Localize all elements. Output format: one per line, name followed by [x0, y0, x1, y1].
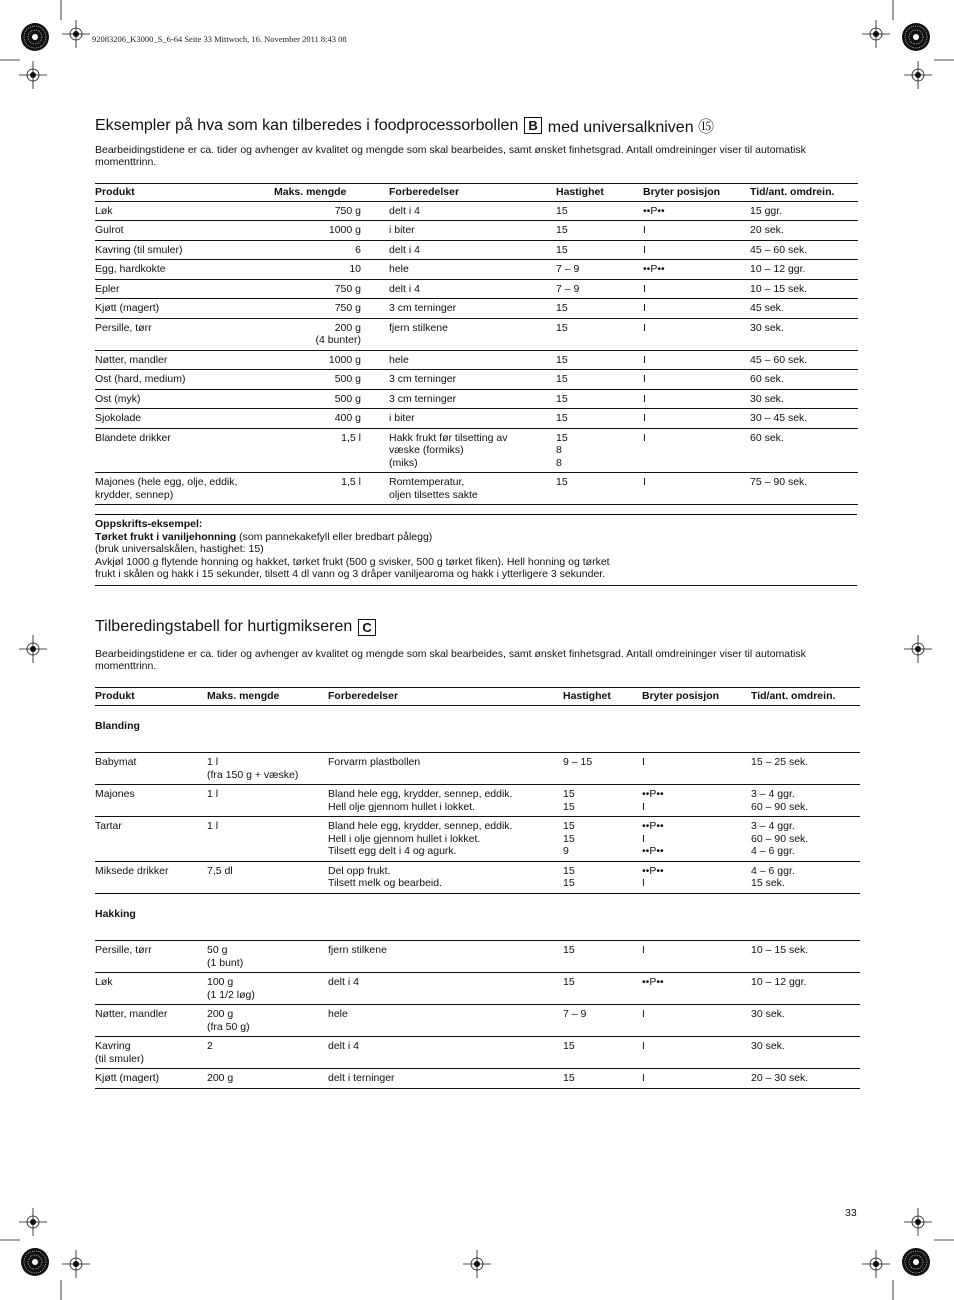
table-cell: Løk: [95, 201, 274, 221]
table-cell: 3 – 4 ggr. 60 – 90 sek. 4 – 6 ggr.: [751, 817, 860, 862]
column-header: Maks. mengde: [274, 184, 389, 202]
table-cell: i biter: [389, 221, 556, 241]
table-cell: I: [642, 1037, 751, 1069]
table-cell: Egg, hardkokte: [95, 260, 274, 280]
table-cell: ••P•• I ••P••: [642, 817, 751, 862]
table-row: [95, 1069, 860, 1089]
table-cell: 15: [556, 473, 643, 505]
table-cell: Forvarm plastbollen: [328, 753, 563, 785]
table-cell: 1,5 l: [274, 473, 389, 505]
recipe-name-note: (som pannekakefyll eller bredbart pålegg): [236, 530, 433, 543]
table-cell: fjern stilkene: [328, 941, 563, 973]
table-cell: delt i 4: [389, 279, 556, 299]
recipe-line: Avkjøl 1000 g flytende honning og hakket, tørket frukt (500 g svisker, 500 g tørket fiken). Hell honning og tørket: [95, 555, 610, 568]
table-cell: 15 – 25 sek.: [751, 753, 860, 785]
section2-intro: Bearbeidingstidene er ca. tider og avhenger av kvalitet og mengde som skal bearbeides, samt ønsket finhetsgrad. Antall omdreininger viser til automatisk momenttrinn.: [95, 648, 806, 672]
table-cell: 15: [563, 1037, 642, 1069]
table-cell: 45 sek.: [750, 299, 858, 319]
table-cell: 1000 g: [274, 221, 389, 241]
column-header: Maks. mengde: [207, 688, 328, 706]
table-cell: 15: [556, 221, 643, 241]
table-cell: I: [643, 299, 750, 319]
recipe-line: (bruk universalskålen, hastighet: 15): [95, 543, 264, 555]
column-header: Hastighet: [563, 688, 642, 706]
table-cell: 7 – 9: [556, 279, 643, 299]
table-cell: 60 sek.: [750, 370, 858, 390]
table-cell: 15: [556, 201, 643, 221]
table-cell: 10 – 12 ggr.: [750, 260, 858, 280]
table-cell: 15: [556, 318, 643, 350]
table-cell: 30 sek.: [750, 389, 858, 409]
print-header: 92083206_K3000_S_6-64 Seite 33 Mittwoch, 16. November 2011 8:43 08: [92, 34, 347, 44]
column-header: Tid/ant. omdrein.: [751, 688, 860, 706]
table-cell: 15 15 9: [563, 817, 642, 862]
table-cell: 3 – 4 ggr. 60 – 90 sek.: [751, 785, 860, 817]
table-cell: 50 g (1 bunt): [207, 941, 328, 973]
table-cell: 1,5 l: [274, 428, 389, 473]
table-cell: I: [643, 221, 750, 241]
group-row: [95, 705, 860, 753]
recipe-name: Tørket frukt i vaniljehonning: [95, 530, 237, 543]
table-cell: 15: [563, 973, 642, 1005]
table-row: [95, 318, 858, 350]
table-cell: I: [643, 240, 750, 260]
table-row: [95, 817, 860, 862]
table-cell: I: [642, 753, 751, 785]
table-cell: 10 – 15 sek.: [750, 279, 858, 299]
table-cell: 15 ggr.: [750, 201, 858, 221]
table-cell: Epler: [95, 279, 274, 299]
group-label: Hakking: [95, 893, 860, 941]
table-cell: I: [642, 1005, 751, 1037]
table-cell: Kavring (til smuler): [95, 240, 274, 260]
column-header: Forberedelser: [328, 688, 563, 706]
table-cell: Majones (hele egg, olje, eddik, krydder, sennep): [95, 473, 274, 505]
section1-title-text: Eksempler på hva som kan tilberedes i foodprocessorbollen: [95, 116, 519, 134]
table-cell: delt i 4: [328, 973, 563, 1005]
table-cell: 7 – 9: [563, 1005, 642, 1037]
table-cell: 15: [556, 350, 643, 370]
table-cell: 200 g (fra 50 g): [207, 1005, 328, 1037]
column-header: Tid/ant. omdrein.: [750, 184, 858, 202]
table-cell: 100 g (1 1/2 løg): [207, 973, 328, 1005]
table-cell: fjern stilkene: [389, 318, 556, 350]
table-cell: 750 g: [274, 279, 389, 299]
table-cell: Persille, tørr: [95, 318, 274, 350]
column-header: Bryter posisjon: [642, 688, 751, 706]
table-cell: 15 15: [563, 861, 642, 893]
table-row: [95, 473, 858, 505]
table-cell: Nøtter, mandler: [95, 350, 274, 370]
table-cell: 4 – 6 ggr. 15 sek.: [751, 861, 860, 893]
table-cell: 1000 g: [274, 350, 389, 370]
table-cell: 400 g: [274, 409, 389, 429]
table-row: [95, 279, 858, 299]
table-cell: Blandete drikker: [95, 428, 274, 473]
section2-title: [95, 618, 382, 636]
table-cell: 60 sek.: [750, 428, 858, 473]
column-header: Hastighet: [556, 184, 643, 202]
table-row: [95, 370, 858, 390]
table-cell: I: [643, 318, 750, 350]
group-row: [95, 893, 860, 941]
table-cell: ••P•• I: [642, 785, 751, 817]
table-cell: hele: [328, 1005, 563, 1037]
table-cell: 1 l (fra 150 g + væske): [207, 753, 328, 785]
table-cell: 10 – 15 sek.: [751, 941, 860, 973]
table-cell: Bland hele egg, krydder, sennep, eddik. Hell olje gjennom hullet i lokket.: [328, 785, 563, 817]
table-cell: delt i 4: [389, 240, 556, 260]
section2-title-text: Tilberedingstabell for hurtigmikseren: [95, 618, 353, 635]
table-cell: 15: [556, 370, 643, 390]
table-cell: ••P•• I: [642, 861, 751, 893]
table-cell: 30 – 45 sek.: [750, 409, 858, 429]
table-row: [95, 973, 860, 1005]
column-header: Produkt: [95, 184, 274, 202]
table-cell: 15: [556, 299, 643, 319]
column-header: Bryter posisjon: [643, 184, 750, 202]
table-cell: 750 g: [274, 299, 389, 319]
table-cell: Kavring (til smuler): [95, 1037, 207, 1069]
table-cell: 500 g: [274, 389, 389, 409]
table-cell: 15: [556, 389, 643, 409]
table-cell: Gulrot: [95, 221, 274, 241]
table-cell: 10 – 12 ggr.: [751, 973, 860, 1005]
section1-title: [95, 114, 714, 137]
table-cell: 30 sek.: [751, 1005, 860, 1037]
table-cell: 15: [556, 409, 643, 429]
table-row: [95, 428, 858, 473]
table-cell: 3 cm terninger: [389, 299, 556, 319]
table-cell: 9 – 15: [563, 753, 642, 785]
table-cell: Hakk frukt før tilsetting av væske (formiks) (miks): [389, 428, 556, 473]
table-cell: 15 15: [563, 785, 642, 817]
table-row: [95, 201, 858, 221]
table-cell: I: [643, 389, 750, 409]
table-cell: 15: [556, 240, 643, 260]
section1-intro: Bearbeidingstidene er ca. tider og avhenger av kvalitet og mengde som skal bearbeides, samt ønsket finhetsgrad. Antall omdreininger viser til automatisk momenttrinn.: [95, 144, 806, 168]
table-cell: I: [643, 409, 750, 429]
table-cell: Bland hele egg, krydder, sennep, eddik. Hell i olje gjennom hullet i lokket. Tilsett egg delt i 4 og agurk.: [328, 817, 563, 862]
section1-table: [95, 183, 858, 505]
table-cell: I: [643, 279, 750, 299]
table-cell: Løk: [95, 973, 207, 1005]
table-cell: I: [643, 428, 750, 473]
table-row: [95, 941, 860, 973]
table-cell: 45 – 60 sek.: [750, 240, 858, 260]
table-cell: Del opp frukt. Tilsett melk og bearbeid.: [328, 861, 563, 893]
table-cell: 20 – 30 sek.: [751, 1069, 860, 1089]
table-cell: Tartar: [95, 817, 207, 862]
section2-box-label: C: [358, 619, 375, 636]
table-cell: 20 sek.: [750, 221, 858, 241]
section1-box-label: B: [524, 117, 541, 134]
table-cell: delt i terninger: [328, 1069, 563, 1089]
section1-title-suffix: med universalkniven ⑮: [547, 119, 715, 136]
table-cell: delt i 4: [389, 201, 556, 221]
table-cell: Ost (myk): [95, 389, 274, 409]
table-cell: hele: [389, 350, 556, 370]
table-cell: 1 l: [207, 817, 328, 862]
table-row: [95, 753, 860, 785]
table-cell: ••P••: [643, 260, 750, 280]
table-row: [95, 1005, 860, 1037]
table-cell: 30 sek.: [750, 318, 858, 350]
section2-table: [95, 687, 860, 1089]
table-header-row: [95, 688, 860, 706]
table-cell: 500 g: [274, 370, 389, 390]
table-cell: 7 – 9: [556, 260, 643, 280]
table-cell: I: [643, 350, 750, 370]
table-row: [95, 409, 858, 429]
table-cell: Miksede drikker: [95, 861, 207, 893]
column-header: Forberedelser: [389, 184, 556, 202]
table-cell: Persille, tørr: [95, 941, 207, 973]
table-cell: i biter: [389, 409, 556, 429]
table-cell: 75 – 90 sek.: [750, 473, 858, 505]
table-row: [95, 389, 858, 409]
table-cell: 1 l: [207, 785, 328, 817]
table-row: [95, 1037, 860, 1069]
table-cell: I: [643, 370, 750, 390]
table-cell: 15: [563, 941, 642, 973]
table-row: [95, 260, 858, 280]
table-cell: I: [643, 473, 750, 505]
table-cell: ••P••: [643, 201, 750, 221]
table-cell: 10: [274, 260, 389, 280]
table-cell: Sjokolade: [95, 409, 274, 429]
table-cell: Kjøtt (magert): [95, 299, 274, 319]
table-cell: 3 cm terninger: [389, 370, 556, 390]
table-cell: Ost (hard, medium): [95, 370, 274, 390]
table-cell: delt i 4: [328, 1037, 563, 1069]
page-number: 33: [845, 1207, 857, 1219]
table-cell: Romtemperatur, oljen tilsettes sakte: [389, 473, 556, 505]
table-row: [95, 221, 858, 241]
table-cell: 2: [207, 1037, 328, 1069]
table-cell: 750 g: [274, 201, 389, 221]
table-cell: 6: [274, 240, 389, 260]
recipe-box: [95, 514, 857, 586]
table-cell: I: [642, 1069, 751, 1089]
column-header: Produkt: [95, 688, 207, 706]
table-row: [95, 861, 860, 893]
table-row: [95, 240, 858, 260]
recipe-heading: Oppskrifts-eksempel:: [95, 518, 203, 530]
table-row: [95, 350, 858, 370]
table-cell: 45 – 60 sek.: [750, 350, 858, 370]
table-cell: 7,5 dl: [207, 861, 328, 893]
table-cell: 15: [563, 1069, 642, 1089]
table-cell: Majones: [95, 785, 207, 817]
table-cell: 200 g: [207, 1069, 328, 1089]
table-cell: hele: [389, 260, 556, 280]
group-label: Blanding: [95, 705, 860, 753]
table-header-row: [95, 184, 858, 202]
table-row: [95, 299, 858, 319]
table-cell: 200 g (4 bunter): [274, 318, 389, 350]
table-cell: 15 8 8: [556, 428, 643, 473]
table-cell: 3 cm terninger: [389, 389, 556, 409]
table-cell: ••P••: [642, 973, 751, 1005]
table-cell: I: [642, 941, 751, 973]
table-cell: Babymat: [95, 753, 207, 785]
recipe-line: frukt i skålen og hakk i 15 sekunder, tilsett 4 dl vann og 3 dråper vaniljearoma og hakk i ytterligere 3 sekunder.: [95, 568, 606, 580]
table-row: [95, 785, 860, 817]
table-cell: Nøtter, mandler: [95, 1005, 207, 1037]
table-cell: Kjøtt (magert): [95, 1069, 207, 1089]
table-cell: 30 sek.: [751, 1037, 860, 1069]
